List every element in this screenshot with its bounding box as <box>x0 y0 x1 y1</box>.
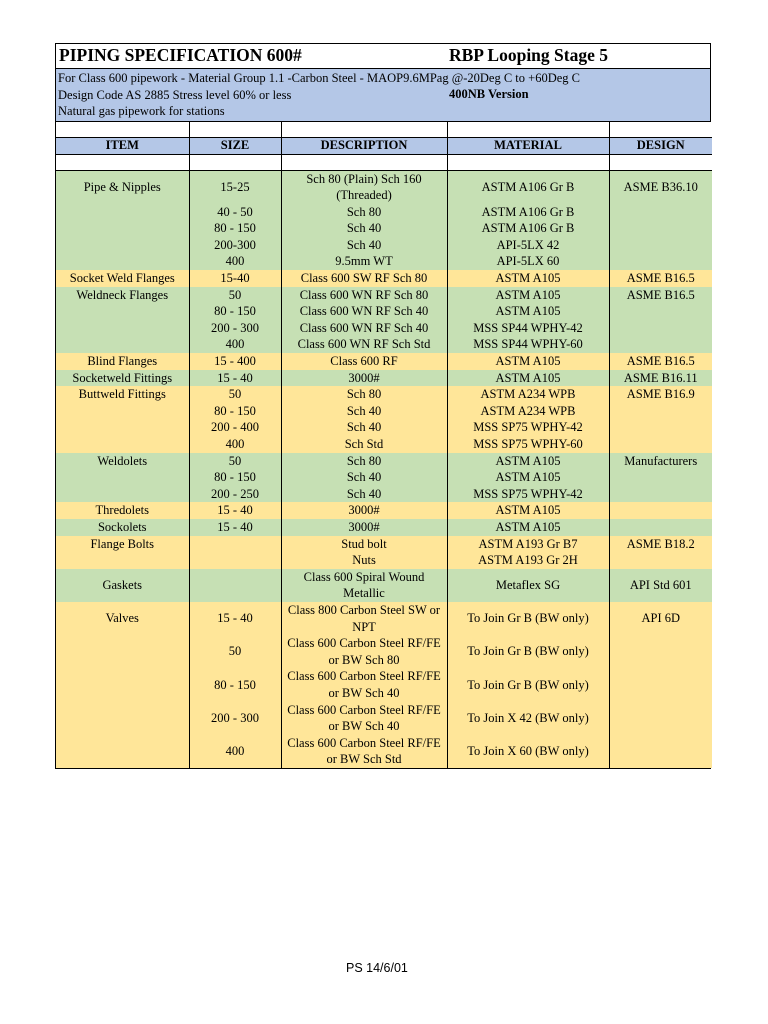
design-cell <box>609 519 712 536</box>
spec-group-row <box>56 353 712 370</box>
material-value: ASTM A105 <box>495 271 561 286</box>
material-value: ASTM A234 WPB <box>480 403 576 418</box>
size-cell <box>189 270 281 287</box>
description-value: Class 600 WN RF Sch 40 <box>299 304 429 319</box>
size-value: 50 <box>228 644 242 659</box>
material-cell <box>447 519 609 536</box>
material-cell <box>447 602 609 768</box>
description-value: Class 600 WN RF Sch 40 <box>299 320 429 335</box>
material-value: ASTM A105 <box>495 370 561 385</box>
spec-group-row <box>56 287 712 353</box>
size-value: 200 - 300 <box>211 320 259 335</box>
description-cell <box>281 569 447 602</box>
item-cell <box>56 287 189 353</box>
footer-note: PS 14/6/01 <box>346 961 408 975</box>
item-cell <box>56 569 189 602</box>
description-value: 9.5mm WT <box>335 254 393 269</box>
size-cell <box>189 386 281 452</box>
material-value: ASTM A106 Gr B <box>481 221 575 236</box>
description-cell <box>281 386 447 452</box>
material-cell <box>447 353 609 370</box>
design-code: ASME B16.11 <box>623 370 698 385</box>
material-value: ASTM A105 <box>495 453 561 468</box>
description-value: Class 800 Carbon Steel SW or NPT <box>287 602 441 634</box>
material-cell <box>447 453 609 503</box>
design-code <box>610 519 713 536</box>
design-code: ASME B16.5 <box>626 271 695 286</box>
description-value: Sch 40 <box>346 221 382 236</box>
size-value: 400 <box>225 254 245 269</box>
design-code: Manufacturers <box>624 453 698 468</box>
size-value: 50 <box>228 287 242 302</box>
size-cell <box>189 287 281 353</box>
item-label: Pipe & Nipples <box>83 179 161 194</box>
size-value: 400 <box>225 337 245 352</box>
design-code: ASME B36.10 <box>623 179 698 194</box>
spec-group-row <box>56 170 712 270</box>
description-value: Sch 40 <box>346 237 382 252</box>
item-label: Weldneck Flanges <box>76 287 169 302</box>
material-value: MSS SP44 WPHY-42 <box>473 320 583 335</box>
size-value <box>190 569 281 602</box>
spec-group-row <box>56 386 712 452</box>
size-value: 400 <box>225 743 245 758</box>
material-value: ASTM A106 Gr B <box>481 179 575 194</box>
design-cell <box>609 602 712 768</box>
material-cell <box>447 536 609 569</box>
info-line-3: Natural gas pipework for stations <box>58 104 225 118</box>
size-value: 200-300 <box>214 237 256 252</box>
size-value: 15 - 400 <box>214 354 256 369</box>
description-value: Class 600 Carbon Steel RF/FE or BW Sch Std <box>287 735 441 767</box>
spec-title: PIPING SPECIFICATION 600# <box>59 45 302 66</box>
description-value: 3000# <box>348 503 380 518</box>
size-value: 200 - 300 <box>211 710 259 725</box>
material-value: ASTM A105 <box>495 304 561 319</box>
item-cell <box>56 386 189 452</box>
spec-group-row <box>56 453 712 503</box>
description-value: Sch 80 <box>346 204 382 219</box>
material-cell <box>447 386 609 452</box>
item-cell <box>56 453 189 503</box>
size-value: 80 - 150 <box>214 403 256 418</box>
material-value: ASTM A106 Gr B <box>481 204 575 219</box>
material-value: ASTM A105 <box>495 470 561 485</box>
design-cell <box>609 453 712 503</box>
size-value <box>190 536 281 553</box>
size-cell <box>189 602 281 768</box>
description-value: Class 600 SW RF Sch 80 <box>300 271 428 286</box>
size-value: 200 - 400 <box>211 420 259 435</box>
spec-info-block <box>56 69 710 122</box>
description-value: Sch 40 <box>346 420 382 435</box>
title-row <box>56 44 710 69</box>
description-value: Sch 40 <box>346 403 382 418</box>
item-label: Blind Flanges <box>87 354 158 369</box>
piping-spec-sheet <box>55 43 711 769</box>
description-value: Stud bolt <box>341 536 387 551</box>
material-value: ASTM A105 <box>495 503 561 518</box>
design-cell <box>609 536 712 569</box>
description-value: Class 600 Carbon Steel RF/FE or BW Sch 40 <box>287 702 441 734</box>
size-value: 50 <box>228 453 242 468</box>
col-header-material: MATERIAL <box>447 137 609 154</box>
blank-row <box>56 154 712 170</box>
description-cell <box>281 353 447 370</box>
description-value: Sch 80 <box>346 387 382 402</box>
col-header-item: ITEM <box>56 137 189 154</box>
description-value: Class 600 RF <box>330 354 398 369</box>
material-value: To Join Gr B (BW only) <box>467 644 589 659</box>
material-value: To Join Gr B (BW only) <box>467 677 589 692</box>
spec-table-body <box>56 122 712 768</box>
item-cell <box>56 353 189 370</box>
material-cell <box>447 502 609 519</box>
col-header-description: DESCRIPTION <box>281 137 447 154</box>
size-value: 80 - 150 <box>214 304 256 319</box>
material-cell <box>447 270 609 287</box>
size-cell <box>189 519 281 536</box>
material-value: API-5LX 42 <box>496 237 560 252</box>
material-value: To Join Gr B (BW only) <box>467 611 589 626</box>
item-cell <box>56 370 189 387</box>
spec-group-row <box>56 370 712 387</box>
col-header-size: SIZE <box>189 137 281 154</box>
spec-group-row <box>56 569 712 602</box>
size-value: 15 - 40 <box>217 370 253 385</box>
spec-group-row <box>56 602 712 768</box>
design-cell <box>609 370 712 387</box>
description-value: Sch 80 (Plain) Sch 160 (Threaded) <box>306 171 422 203</box>
design-cell <box>609 353 712 370</box>
description-cell <box>281 519 447 536</box>
description-value: Class 600 Spiral Wound Metallic <box>303 569 425 601</box>
col-header-design: DESIGN <box>609 137 712 154</box>
description-cell <box>281 453 447 503</box>
design-code: API Std 601 <box>629 578 692 593</box>
spec-group-row <box>56 502 712 519</box>
item-cell <box>56 519 189 536</box>
item-label: Buttweld Fittings <box>78 387 166 402</box>
design-code <box>610 502 713 519</box>
info-line-2: Design Code AS 2885 Stress level 60% or less <box>58 87 292 102</box>
design-code: ASME B18.2 <box>626 536 695 551</box>
size-value: 80 - 150 <box>214 470 256 485</box>
description-value: Class 600 Carbon Steel RF/FE or BW Sch 80 <box>287 636 441 667</box>
spec-group-row <box>56 270 712 287</box>
size-value: 15 - 40 <box>217 519 253 534</box>
size-cell <box>189 569 281 602</box>
material-value: To Join X 60 (BW only) <box>467 743 589 758</box>
size-value: 15 - 40 <box>217 611 253 626</box>
size-value: 400 <box>225 437 245 451</box>
description-value: Sch Std <box>344 437 384 451</box>
project-title: RBP Looping Stage 5 <box>449 45 608 66</box>
size-cell <box>189 536 281 569</box>
material-cell <box>447 370 609 387</box>
design-cell <box>609 386 712 452</box>
size-cell <box>189 170 281 270</box>
version-label: 400NB Version <box>449 87 529 101</box>
description-value: 3000# <box>348 370 380 385</box>
material-value: Metaflex SG <box>495 578 561 593</box>
material-cell <box>447 170 609 270</box>
item-label: Thredolets <box>95 503 149 518</box>
spec-table <box>56 122 712 768</box>
description-cell <box>281 170 447 270</box>
description-value: Nuts <box>352 553 376 568</box>
design-cell <box>609 170 712 270</box>
design-cell <box>609 287 712 353</box>
design-code: ASME B16.5 <box>626 287 695 302</box>
description-cell <box>281 270 447 287</box>
item-cell <box>56 602 189 768</box>
item-label: Valves <box>105 611 139 626</box>
size-cell <box>189 370 281 387</box>
size-value: 15 - 40 <box>217 503 253 518</box>
item-cell <box>56 536 189 569</box>
material-value: ASTM A193 Gr 2H <box>478 553 578 568</box>
item-label: Socketweld Fittings <box>72 370 173 385</box>
column-header-row <box>56 137 712 154</box>
design-code: ASME B16.9 <box>626 387 695 402</box>
material-value: To Join X 42 (BW only) <box>467 710 589 725</box>
size-value: 80 - 150 <box>214 677 256 692</box>
description-value: Class 600 WN RF Sch 80 <box>299 287 429 302</box>
item-label: Flange Bolts <box>90 536 155 551</box>
description-value: Class 600 Carbon Steel RF/FE or BW Sch 40 <box>287 669 441 700</box>
spec-group-row <box>56 519 712 536</box>
material-value: MSS SP75 WPHY-42 <box>473 420 583 435</box>
description-cell <box>281 502 447 519</box>
item-cell <box>56 270 189 287</box>
description-value: Class 600 WN RF Sch Std <box>297 337 431 352</box>
spec-group-row <box>56 536 712 569</box>
size-value: 80 - 150 <box>214 221 256 236</box>
size-cell <box>189 453 281 503</box>
material-value: MSS SP75 WPHY-60 <box>473 437 583 451</box>
material-value: API-5LX 60 <box>496 254 560 269</box>
item-cell <box>56 170 189 270</box>
description-value: Sch 80 <box>346 453 382 468</box>
item-label: Socket Weld Flanges <box>69 271 175 286</box>
material-value: ASTM A234 WPB <box>480 387 576 402</box>
size-value: 50 <box>228 387 242 402</box>
description-value: Sch 40 <box>346 486 382 501</box>
material-value: ASTM A105 <box>495 287 561 302</box>
material-cell <box>447 287 609 353</box>
description-cell <box>281 602 447 768</box>
item-label: Sockolets <box>97 519 147 534</box>
size-value: 15-40 <box>220 271 250 286</box>
design-code: API 6D <box>641 611 681 626</box>
description-cell <box>281 287 447 353</box>
size-value: 15-25 <box>220 179 250 194</box>
item-label: Gaskets <box>102 578 143 593</box>
material-value: ASTM A105 <box>495 354 561 369</box>
item-cell <box>56 502 189 519</box>
material-value: ASTM A193 Gr B7 <box>478 536 578 551</box>
material-value: ASTM A105 <box>495 519 561 534</box>
design-cell <box>609 502 712 519</box>
size-cell <box>189 502 281 519</box>
info-line-1: For Class 600 pipework - Material Group 1.1 -Carbon Steel - MAOP9.6MPag @-20Deg C to +60Deg C <box>58 71 580 85</box>
design-cell <box>609 569 712 602</box>
blank-row <box>56 122 712 138</box>
size-value: 200 - 250 <box>211 486 259 501</box>
description-value: 3000# <box>348 519 380 534</box>
material-value: MSS SP75 WPHY-42 <box>473 486 583 501</box>
description-value: Sch 40 <box>346 470 382 485</box>
description-cell <box>281 370 447 387</box>
design-cell <box>609 270 712 287</box>
design-code: ASME B16.5 <box>626 354 695 369</box>
description-cell <box>281 536 447 569</box>
item-label: Weldolets <box>97 453 148 468</box>
size-value <box>190 552 281 569</box>
material-cell <box>447 569 609 602</box>
size-value: 40 - 50 <box>217 204 253 219</box>
size-cell <box>189 353 281 370</box>
material-value: MSS SP44 WPHY-60 <box>473 337 583 352</box>
